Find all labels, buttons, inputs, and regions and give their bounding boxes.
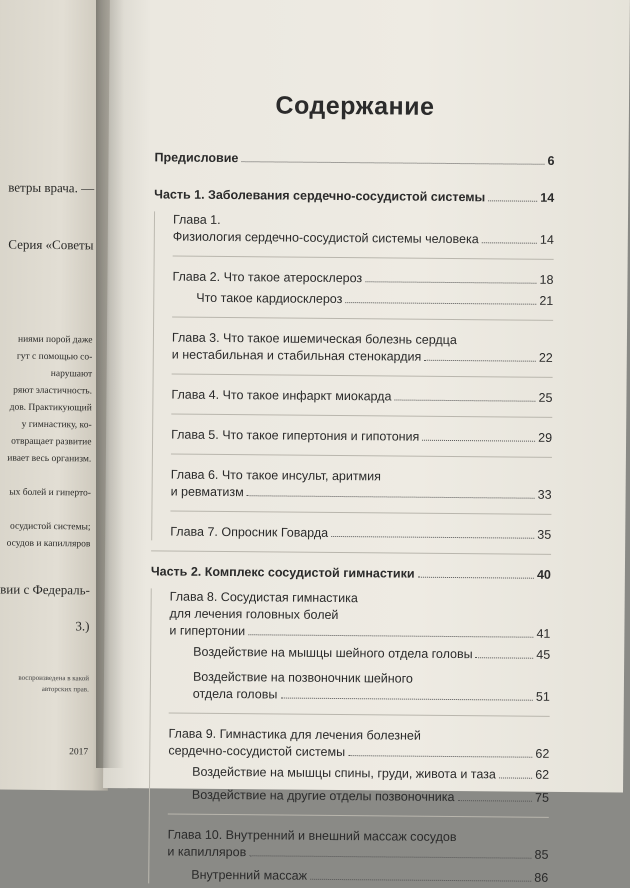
toc-page-number: 45 <box>536 647 551 662</box>
toc-entry-label: Предисловие <box>154 150 239 166</box>
divider <box>172 317 553 321</box>
toc-part-heading <box>151 563 551 583</box>
toc-part-1-chapters <box>151 211 554 543</box>
toc-page-number: 14 <box>540 190 555 205</box>
toc-page-number: 40 <box>536 567 551 582</box>
toc-page-number: 14 <box>539 232 554 247</box>
left-page-line: ивает весь организм. <box>7 453 92 465</box>
toc-entry-label: Внутренний массаж <box>191 867 308 883</box>
toc-section <box>168 787 549 807</box>
leader-dots <box>418 577 534 579</box>
divider <box>171 414 552 418</box>
toc-entry-label: для лечения головных болей <box>169 606 339 623</box>
toc-chapter <box>172 330 553 367</box>
book-gutter-shadow <box>96 0 124 768</box>
leader-dots <box>457 800 532 802</box>
toc-entry-label: Воздействие на позвоночник шейного <box>192 669 413 686</box>
toc-entry-preface <box>154 149 554 169</box>
toc-chapter <box>168 726 550 807</box>
toc-part-1 <box>151 186 554 543</box>
toc-page-number: 62 <box>535 767 550 782</box>
toc-part-heading <box>154 186 554 206</box>
left-page-line: вии с Федераль- <box>0 581 90 598</box>
left-page-line: ряют эластичность. <box>13 385 93 397</box>
toc-section <box>169 644 550 664</box>
toc-section <box>172 290 553 310</box>
leader-dots <box>422 440 535 442</box>
leader-dots <box>476 657 534 659</box>
toc-entry-label: Глава 7. Опросник Говарда <box>170 524 329 540</box>
toc-entry-label: Глава 6. Что такое инсульт, аритмия <box>170 467 381 484</box>
toc-section <box>169 669 550 706</box>
toc-chapter <box>172 269 553 310</box>
divider <box>171 454 552 458</box>
toc-entry-label: и нестабильная и стабильная стенокардия <box>171 347 422 364</box>
toc-page-number: 41 <box>536 626 551 641</box>
leader-dots <box>280 698 533 701</box>
left-page-line: дов. Практикующий <box>9 402 92 414</box>
leader-dots <box>345 302 536 305</box>
toc-page-number: 85 <box>534 847 549 862</box>
toc-entry-label: Глава 4. Что такое инфаркт миокарда <box>171 387 392 404</box>
left-page-line: авторских прав. <box>41 684 89 694</box>
left-page-line: ых болей и гиперто- <box>9 487 91 499</box>
toc-page-number: 75 <box>534 790 550 805</box>
leader-dots <box>310 879 531 882</box>
toc-entry-label: Глава 8. Сосудистая гимнастика <box>169 589 358 606</box>
leader-dots <box>394 399 535 401</box>
toc-entry-label: Что такое кардиосклероз <box>196 290 343 307</box>
toc-entry-label: сердечно-сосудистой системы <box>168 743 346 760</box>
left-page-line: осудов и капилляров <box>6 538 91 550</box>
left-page-line: воспроизведена в какой <box>18 673 90 683</box>
toc-entry-label: Глава 2. Что такое атеросклероз <box>172 269 363 286</box>
leader-dots <box>331 536 534 539</box>
toc-page-number: 21 <box>539 293 554 308</box>
toc-page-number: 29 <box>538 430 553 445</box>
toc-page-number: 86 <box>534 870 549 885</box>
toc-entry-label: Воздействие на другие отделы позвоночника <box>191 787 455 805</box>
leader-dots <box>248 634 533 637</box>
toc-part-2 <box>148 563 551 886</box>
leader-dots <box>241 161 544 165</box>
left-page-line: 2017 <box>69 747 89 758</box>
divider <box>168 814 549 818</box>
toc-page-number: 62 <box>535 746 550 761</box>
toc-entry-label: и капилляров <box>167 844 247 860</box>
leader-dots <box>424 360 536 362</box>
leader-dots <box>482 242 537 243</box>
left-page-line: осудистой системы; <box>9 521 91 533</box>
toc-entry-label: Часть 1. Заболевания сердечно-сосудистой системы <box>154 187 486 205</box>
toc-entry-label: и ревматизм <box>170 484 244 500</box>
toc-chapter <box>171 387 552 407</box>
toc-section <box>167 867 548 887</box>
toc-part-2-chapters <box>148 588 551 886</box>
left-page-line: ветры врача. — <box>8 179 95 196</box>
toc-chapter <box>169 589 551 706</box>
toc-page-number: 35 <box>537 527 552 542</box>
divider <box>169 713 550 717</box>
toc-entry-label: Воздействие на мышцы шейного отдела головы <box>193 644 473 662</box>
leader-dots <box>348 755 532 758</box>
toc-entry-label: Глава 9. Гимнастика для лечения болезней <box>168 726 421 743</box>
toc-page-number: 33 <box>537 487 552 502</box>
divider <box>172 374 553 378</box>
left-page-line: гут с помощью со- <box>16 351 93 363</box>
leader-dots <box>365 281 536 283</box>
toc-entry-label: отдела головы <box>192 686 278 702</box>
toc-entry-label: Воздействие на мышцы спины, груди, живота и таза <box>192 764 496 782</box>
toc-chapter <box>171 427 552 447</box>
divider <box>151 550 551 554</box>
toc-entry-label: Глава 1. <box>172 212 221 227</box>
toc-section <box>168 764 549 784</box>
left-page-line: Серия «Советы <box>8 236 94 253</box>
toc-page-number: 6 <box>547 153 555 168</box>
toc-chapter <box>170 524 551 544</box>
left-page-line: отвращает развитие <box>11 436 92 448</box>
toc-entry-label: Физиология сердечно-сосудистой системы человека <box>172 229 479 247</box>
toc-page-number: 51 <box>535 689 550 704</box>
toc-page-number: 18 <box>539 272 554 287</box>
leader-dots <box>488 200 537 201</box>
toc-chapter <box>173 212 554 249</box>
toc-entry-label: Глава 3. Что такое ишемическая болезнь сердца <box>171 330 457 348</box>
left-page-line: ниями порой даже <box>17 334 93 346</box>
toc-chapter <box>167 827 548 887</box>
leader-dots <box>249 855 531 858</box>
toc-entry-label: Часть 2. Комплекс сосудистой гимнастики <box>150 564 415 581</box>
toc-content <box>148 68 555 886</box>
toc-page-number: 22 <box>538 350 553 365</box>
toc-entry-label: Глава 5. Что такое гипертония и гипотония <box>171 427 420 444</box>
toc-entry-label: Глава 10. Внутренний и внешний массаж сосудов <box>167 827 457 845</box>
leader-dots <box>499 777 532 778</box>
leader-dots <box>247 495 535 499</box>
left-page-line: нарушают <box>50 369 93 380</box>
table-of-contents <box>148 149 554 886</box>
left-page-line: 3.) <box>75 618 90 634</box>
divider <box>173 256 554 260</box>
right-page <box>103 0 630 885</box>
divider <box>170 511 551 515</box>
left-page-line: у гимнастику, ко- <box>21 419 92 431</box>
page-title: Содержание <box>275 91 435 121</box>
toc-chapter <box>171 467 552 504</box>
toc-page-number: 25 <box>538 390 553 405</box>
toc-entry-label: и гипертонии <box>169 623 246 639</box>
